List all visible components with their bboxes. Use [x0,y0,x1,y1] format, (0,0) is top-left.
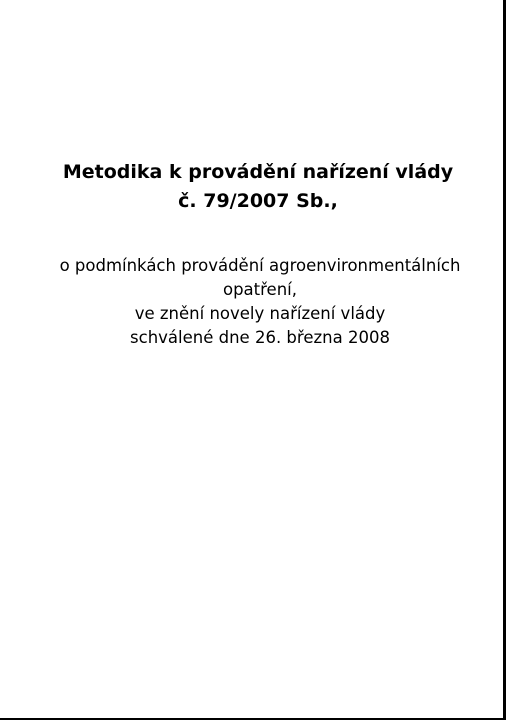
title-line-2: č. 79/2007 Sb., [178,190,338,212]
subtitle-line-1: o podmínkách provádění agroenvironmentálních [59,256,461,275]
subtitle-line-4: schválené dne 26. března 2008 [130,328,390,347]
document-subtitle [0,254,510,350]
title-line-1: Metodika k provádění nařízení vlády [62,161,454,183]
subtitle-line-2: opatření, [222,280,297,299]
document-title [0,158,510,216]
subtitle-line-3: ve znění novely nařízení vlády [134,304,386,323]
